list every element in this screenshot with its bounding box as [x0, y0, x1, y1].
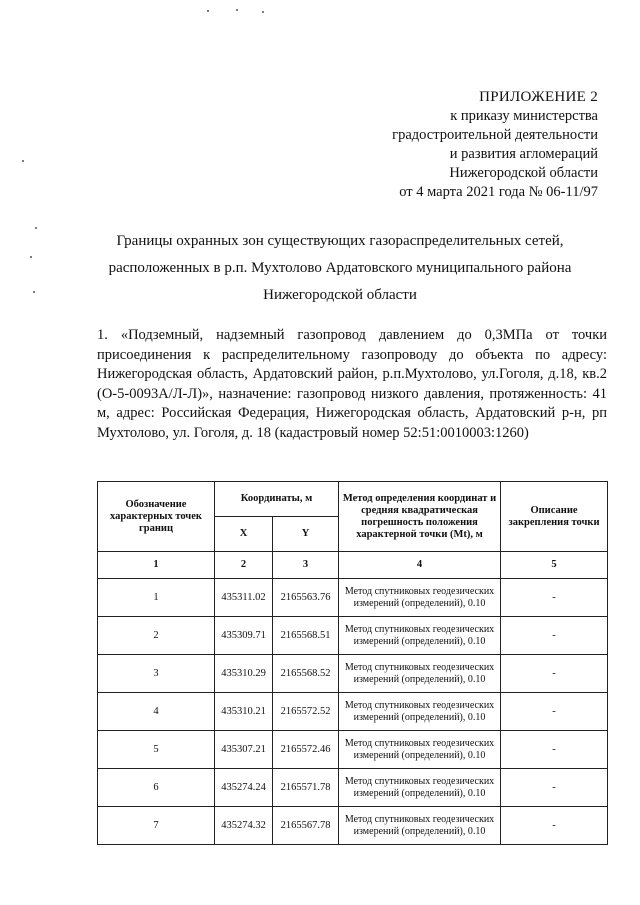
header-description: Описание закрепления точки [501, 482, 608, 552]
table-row [98, 655, 608, 693]
table-row [98, 693, 608, 731]
header-y: Y [273, 517, 339, 552]
cell-desc: - [501, 579, 608, 617]
header-method: Метод определения координат и средняя квадратическая погрешность положения характерной точки (Mt), м [339, 482, 501, 552]
scan-speck [236, 9, 238, 11]
cell-point: 1 [98, 579, 215, 617]
col-number: 5 [501, 552, 608, 579]
table-row [98, 807, 608, 845]
cell-point: 3 [98, 655, 215, 693]
annex-line: градостроительной деятельности [392, 127, 598, 143]
table-row [98, 579, 608, 617]
cell-method: Метод спутниковых геодезических измерений (определений), 0.10 [339, 769, 501, 807]
annex-header [278, 88, 598, 202]
cell-x: 435310.29 [215, 655, 273, 693]
cell-y: 2165572.52 [273, 693, 339, 731]
cell-x: 435311.02 [215, 579, 273, 617]
scan-speck [30, 256, 32, 258]
title-line: Нижегородской области [263, 287, 417, 303]
cell-point: 4 [98, 693, 215, 731]
cell-x: 435274.32 [215, 807, 273, 845]
cell-y: 2165567.78 [273, 807, 339, 845]
scan-speck [35, 227, 37, 229]
cell-point: 6 [98, 769, 215, 807]
col-number: 3 [273, 552, 339, 579]
cell-method: Метод спутниковых геодезических измерений (определений), 0.10 [339, 693, 501, 731]
annex-line: к приказу министерства [450, 108, 598, 124]
cell-point: 2 [98, 617, 215, 655]
cell-desc: - [501, 617, 608, 655]
header-x: X [215, 517, 273, 552]
cell-desc: - [501, 655, 608, 693]
cell-y: 2165571.78 [273, 769, 339, 807]
col-number: 1 [98, 552, 215, 579]
cell-desc: - [501, 693, 608, 731]
cell-desc: - [501, 769, 608, 807]
col-number: 2 [215, 552, 273, 579]
table-row [98, 731, 608, 769]
table-row [98, 617, 608, 655]
cell-point: 7 [98, 807, 215, 845]
object-description: 1. «Подземный, надземный газопровод давлением до 0,3МПа от точки присоединения к распределительному газопроводу до объекта по адресу: Нижегородская область, Ардатовский район, р.п.Мухтолово, ул.Гоголя, д.18, кв.2 (О-5-0093А/Л-Л)», назначение: газопровод низкого давления, протяженность: 41 м, адрес: Российская Федерация, Нижегородская область, Ардатовский р-н, рп Мухтолово, ул. Гоголя, д. 18 (кадастровый номер 52:51:0010003:1260) [97, 327, 607, 441]
cell-x: 435309.71 [215, 617, 273, 655]
col-number: 4 [339, 552, 501, 579]
annex-title: ПРИЛОЖЕНИЕ 2 [479, 89, 598, 105]
cell-y: 2165568.51 [273, 617, 339, 655]
cell-y: 2165572.46 [273, 731, 339, 769]
annex-date: от 4 марта 2021 года № 06-11/97 [399, 184, 598, 200]
cell-y: 2165568.52 [273, 655, 339, 693]
cell-desc: - [501, 731, 608, 769]
title-line: расположенных в р.п. Мухтолово Ардатовского муниципального района [108, 260, 572, 276]
scan-speck [22, 160, 24, 162]
document-title [80, 228, 600, 309]
scan-speck [207, 10, 209, 12]
annex-line: и развития агломераций [449, 146, 598, 162]
cell-method: Метод спутниковых геодезических измерений (определений), 0.10 [339, 807, 501, 845]
scan-speck [33, 291, 35, 293]
scan-speck [262, 11, 264, 13]
title-line: Границы охранных зон существующих газораспределительных сетей, [116, 233, 564, 249]
cell-method: Метод спутниковых геодезических измерений (определений), 0.10 [339, 579, 501, 617]
cell-x: 435274.24 [215, 769, 273, 807]
cell-method: Метод спутниковых геодезических измерений (определений), 0.10 [339, 617, 501, 655]
cell-x: 435307.21 [215, 731, 273, 769]
cell-y: 2165563.76 [273, 579, 339, 617]
header-point: Обозначение характерных точек границ [98, 482, 215, 552]
cell-method: Метод спутниковых геодезических измерений (определений), 0.10 [339, 655, 501, 693]
cell-x: 435310.21 [215, 693, 273, 731]
cell-point: 5 [98, 731, 215, 769]
table-row [98, 769, 608, 807]
cell-desc: - [501, 807, 608, 845]
annex-line: Нижегородской области [449, 165, 598, 181]
header-coords: Координаты, м [215, 482, 339, 517]
cell-method: Метод спутниковых геодезических измерений (определений), 0.10 [339, 731, 501, 769]
coordinates-table [97, 481, 608, 845]
